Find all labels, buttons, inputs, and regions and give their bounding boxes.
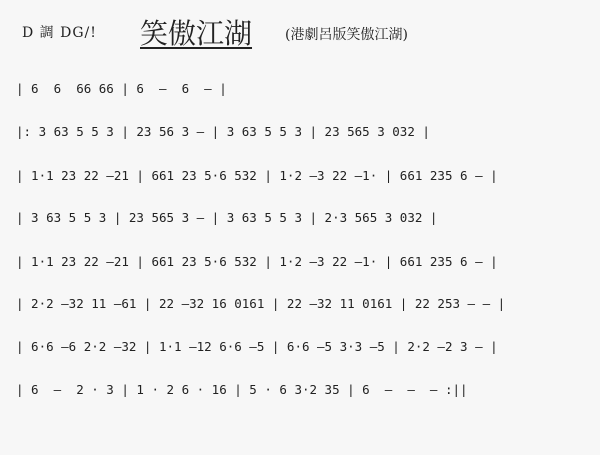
- key-signature: D 調 DG/!: [22, 25, 97, 41]
- score-line-text: |: 3 63 5 5 3 | 23 56 3 – | 3 63 5 5 3 | 23 565 3 032 |: [16, 124, 430, 139]
- score-line-4: [16, 205, 586, 231]
- score-line-5: [16, 249, 586, 275]
- score-line-text: | 1·1 23 22 –21 | 661 23 5·6 532 | 1·2 –3 22 –1· | 661 235 6 – |: [16, 168, 498, 183]
- song-subtitle: (港劇呂版笑傲江湖): [285, 27, 408, 43]
- score-line-2: [16, 119, 586, 145]
- score-line-1: [16, 76, 586, 102]
- score-line-text: | 6 – 2 · 3 | 1 · 2 6 · 16 | 5 · 6 3·2 35 | 6 – – – :||: [16, 382, 468, 397]
- score-line-6: [16, 291, 586, 317]
- score-line-text: | 6 6 66 66 | 6 – 6 – |: [16, 81, 227, 96]
- score-line-text: | 1·1 23 22 –21 | 661 23 5·6 532 | 1·2 –3 22 –1· | 661 235 6 – |: [16, 254, 498, 269]
- score-line-7: [16, 334, 586, 360]
- song-title: 笑傲江湖: [140, 17, 253, 50]
- score-line-3: [16, 163, 586, 189]
- score-line-8: [16, 377, 586, 403]
- score-line-text: | 3 63 5 5 3 | 23 565 3 – | 3 63 5 5 3 | 2·3 565 3 032 |: [16, 210, 438, 225]
- score-line-text: | 2·2 –32 11 –61 | 22 –32 16 0161 | 22 –32 11 0161 | 22 253 – – |: [16, 296, 506, 311]
- score-line-text: | 6·6 –6 2·2 –32 | 1·1 –12 6·6 –5 | 6·6 –5 3·3 –5 | 2·2 –2 3 – |: [16, 339, 498, 354]
